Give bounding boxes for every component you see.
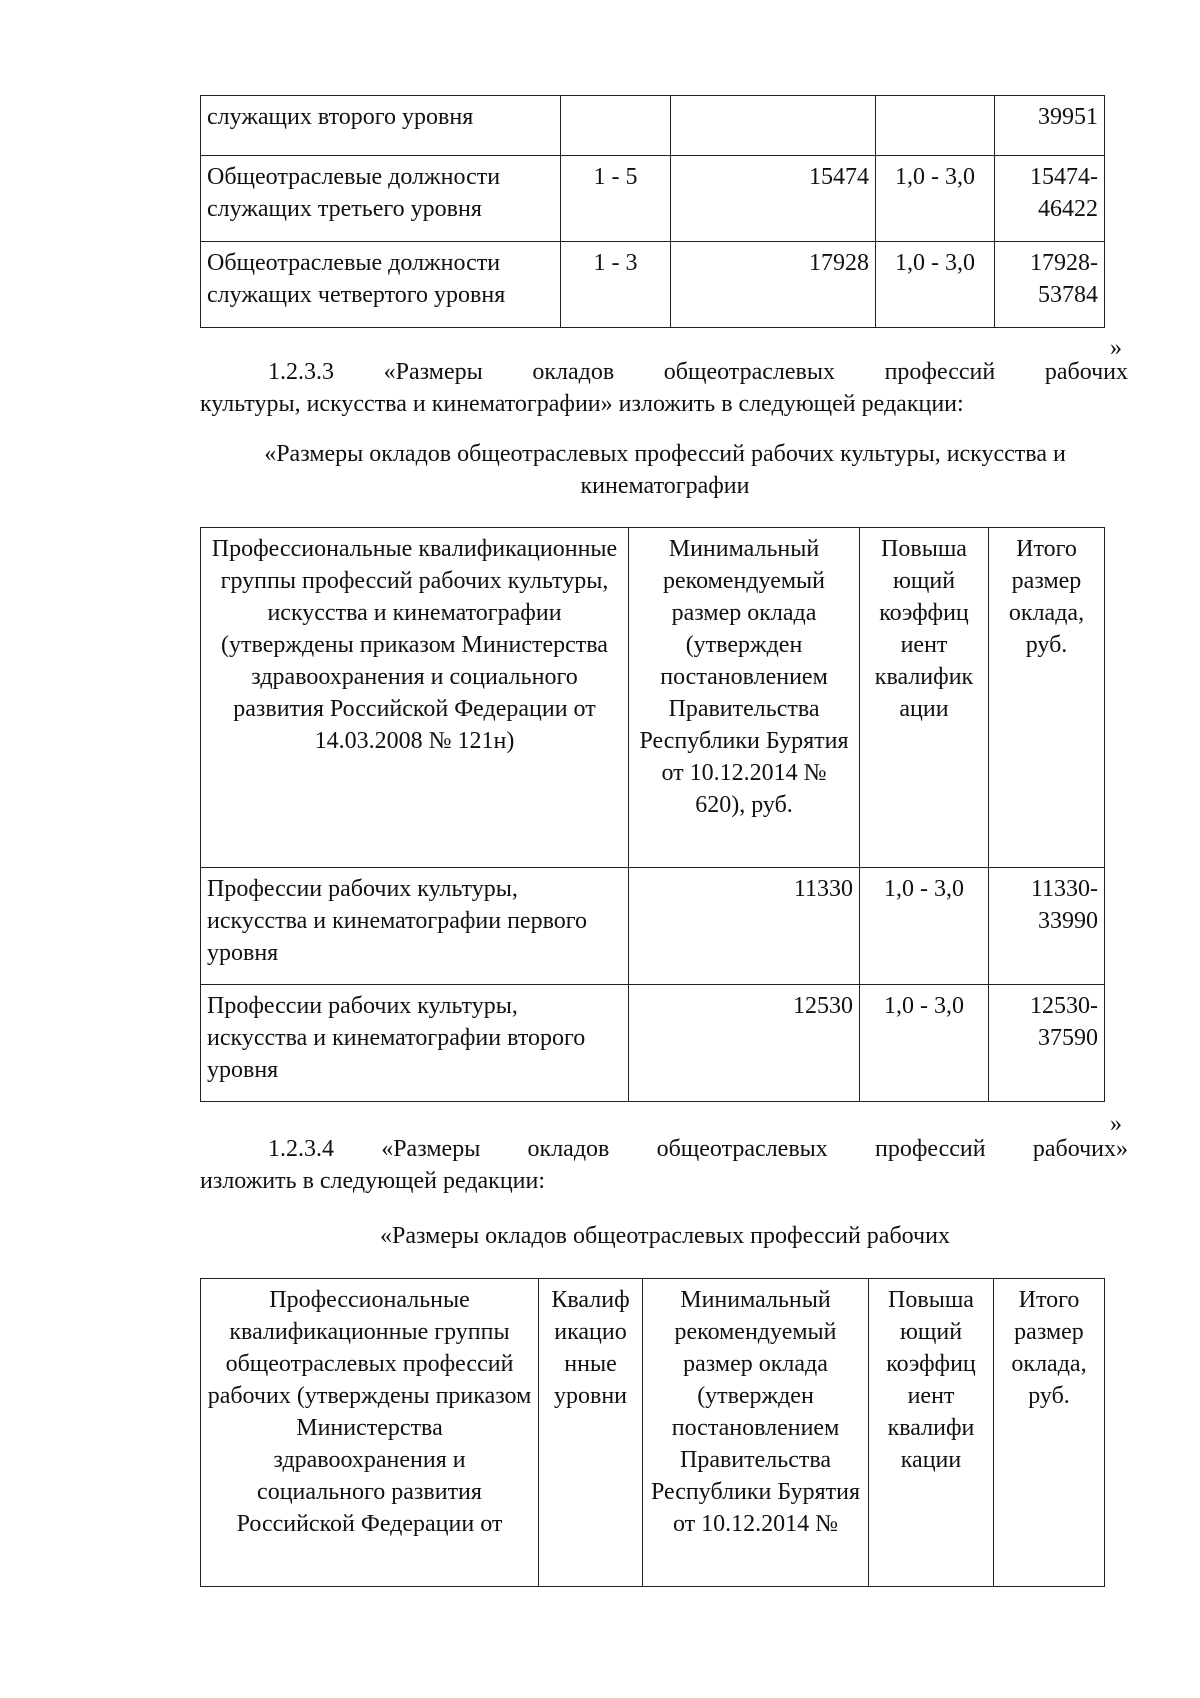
table-row	[201, 242, 1105, 328]
table-staff-positions	[200, 95, 1105, 328]
table-row	[201, 96, 1105, 156]
header-cell: Минимальный рекомендуемый размер оклада (утвержден постановлением Правительства Республики Бурятия от 10.12.2014 №	[643, 1279, 869, 1587]
header-cell: Повыша ющий коэффиц иент квалифик ации	[860, 528, 989, 868]
header-cell: Профессиональные квалификационные группы общеотраслевых профессий рабочих (утверждены приказом Министерства здравоохранения и социального развития Российской Федерации от	[201, 1279, 539, 1587]
salary-cell	[671, 96, 876, 156]
header-cell: Повыша ющий коэффиц иент квалифи кации	[869, 1279, 994, 1587]
levels-cell	[561, 96, 671, 156]
row-name-cell: служащих второго уровня	[201, 96, 561, 156]
coef-cell: 1,0 - 3,0	[876, 242, 995, 328]
coef-cell: 1,0 - 3,0	[860, 985, 989, 1102]
closing-quote: »	[1110, 335, 1122, 361]
paragraph-line: 1.2.3.4 «Размеры окладов общеотраслевых профессий рабочих»	[268, 1136, 1128, 1162]
table-header-row	[201, 1279, 1105, 1587]
levels-cell: 1 - 5	[561, 156, 671, 242]
section-heading: «Размеры окладов общеотраслевых профессий рабочих	[380, 1223, 950, 1249]
table-row	[201, 985, 1105, 1102]
paragraph-line: культуры, искусства и кинематографии» изложить в следующей редакции:	[200, 391, 964, 417]
table-row	[201, 156, 1105, 242]
header-cell: Профессиональные квалификационные группы профессий рабочих культуры, искусства и кинематографии (утверждены приказом Министерства здравоохранения и социального развития Российской Федерации от 14.03.2008 № 121н)	[201, 528, 629, 868]
table-row	[201, 868, 1105, 985]
closing-quote: »	[1110, 1111, 1122, 1137]
total-cell: 11330-33990	[989, 868, 1105, 985]
total-cell: 15474-46422	[995, 156, 1105, 242]
coef-cell: 1,0 - 3,0	[860, 868, 989, 985]
row-name-cell: Профессии рабочих культуры, искусства и кинематографии второго уровня	[201, 985, 629, 1102]
header-cell: Итого размер оклада, руб.	[994, 1279, 1105, 1587]
header-cell: Квалиф икацио нные уровни	[539, 1279, 643, 1587]
paragraph-line: изложить в следующей редакции:	[200, 1168, 546, 1194]
total-cell: 39951	[995, 96, 1105, 156]
salary-cell: 17928	[671, 242, 876, 328]
header-cell: Итого размер оклада, руб.	[989, 528, 1105, 868]
salary-cell: 11330	[629, 868, 860, 985]
total-cell: 17928-53784	[995, 242, 1105, 328]
table-culture-workers	[200, 527, 1105, 1102]
levels-cell: 1 - 3	[561, 242, 671, 328]
table-header-row	[201, 528, 1105, 868]
salary-cell: 15474	[671, 156, 876, 242]
coef-cell	[876, 96, 995, 156]
salary-cell: 12530	[629, 985, 860, 1102]
row-name-cell: Общеотраслевые должности служащих третьего уровня	[201, 156, 561, 242]
coef-cell: 1,0 - 3,0	[876, 156, 995, 242]
row-name-cell: Профессии рабочих культуры, искусства и кинематографии первого уровня	[201, 868, 629, 985]
paragraph-line: 1.2.3.3 «Размеры окладов общеотраслевых профессий рабочих	[268, 359, 1128, 385]
table-general-workers	[200, 1278, 1105, 1587]
section-heading: «Размеры окладов общеотраслевых профессий рабочих культуры, искусства и кинематографии	[264, 441, 1066, 499]
row-name-cell: Общеотраслевые должности служащих четвертого уровня	[201, 242, 561, 328]
total-cell: 12530-37590	[989, 985, 1105, 1102]
header-cell: Минимальный рекомендуемый размер оклада (утвержден постановлением Правительства Республики Бурятия от 10.12.2014 № 620), руб.	[629, 528, 860, 868]
